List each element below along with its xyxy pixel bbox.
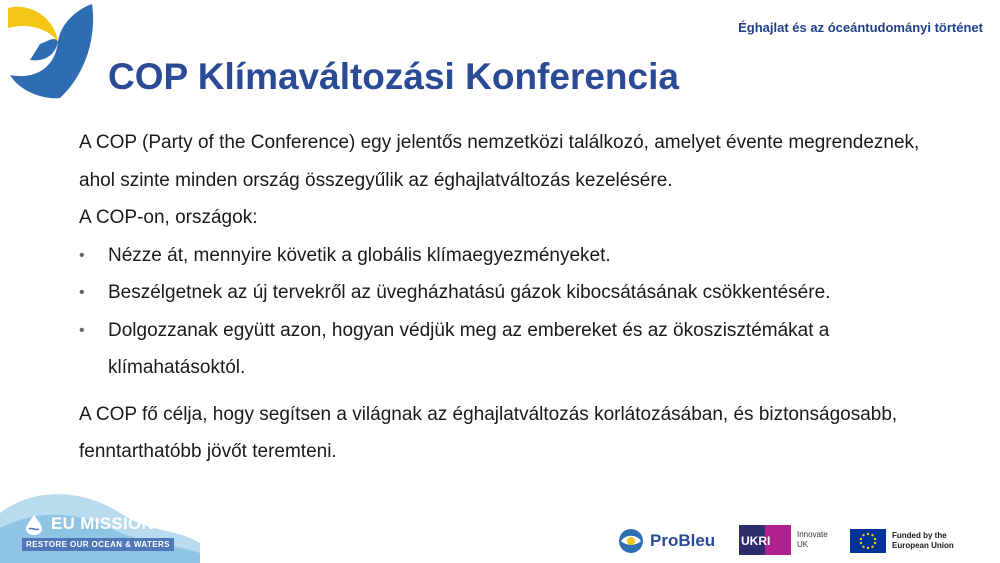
bullet-text: Nézze át, mennyire követik a globális klímaegyezményeket. <box>108 244 611 266</box>
spacer <box>79 387 929 396</box>
probleu-logo <box>616 526 715 556</box>
bullet-icon: • <box>79 246 85 264</box>
probleu-name: ProBleu <box>650 531 716 550</box>
series-title: Éghajlat és az óceántudományi történet <box>738 20 983 35</box>
bullet-text: Beszélgetnek az új tervekről az üvegházhatású gázok kibocsátásának csökkentésére. <box>108 282 831 303</box>
eu-flag-icon <box>850 529 886 553</box>
bullet-icon: • <box>79 284 85 301</box>
innovate-uk-logo <box>739 524 837 556</box>
list-item <box>79 312 929 387</box>
probleu-icon <box>616 526 646 556</box>
bullet-text: Dolgozzanak együtt azon, hogyan védjük meg az embereket és az ökoszisztémákat a klímahatásoktól. <box>108 319 830 378</box>
bullet-icon: • <box>79 321 85 339</box>
eu-missions-logo <box>22 514 192 554</box>
ukri-mark: UKRI <box>741 534 771 548</box>
page-title: COP Klímaváltozási Konferencia <box>108 56 679 97</box>
lead-paragraph: A COP-on, országok: <box>79 207 258 228</box>
eu-missions-title: EU MISSIONS <box>51 514 166 533</box>
list-item <box>79 274 929 312</box>
ukri-icon <box>739 525 791 555</box>
slide-body <box>79 124 929 471</box>
bullet-list <box>79 237 929 387</box>
list-item <box>79 237 929 275</box>
funded-text: Funded by the European Union <box>892 531 954 550</box>
eu-funding-logo <box>850 527 982 555</box>
conclusion-paragraph: A COP fő célja, hogy segítsen a világnak az éghajlatváltozás korlátozásában, és biztonságosabb, fenntarthatóbb jövőt teremteni. <box>79 403 898 462</box>
intro-paragraph: A COP (Party of the Conference) egy jelentős nemzetközi találkozó, amelyet évente megrendeznek, ahol szinte minden ország összegyűlik az éghajlatváltozás kezelésére. <box>79 132 920 191</box>
water-drop-icon <box>22 514 46 536</box>
wave-logo-icon <box>0 0 100 100</box>
eu-missions-subtitle: RESTORE OUR OCEAN & WATERS <box>22 538 174 551</box>
innovate-uk-text: Innovate UK <box>797 530 828 549</box>
